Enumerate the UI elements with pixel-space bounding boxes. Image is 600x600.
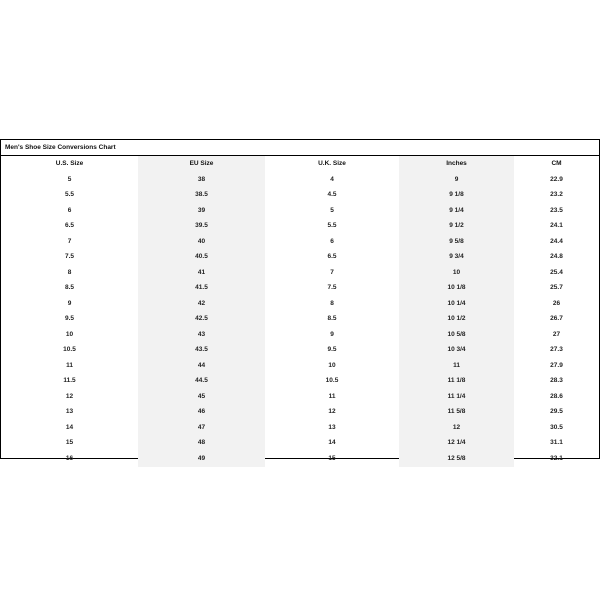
cm-cell: 22.9 (550, 175, 563, 183)
table-row (1, 420, 599, 436)
inches-cell: 9 3/4 (399, 250, 514, 266)
us-size-cell: 8 (67, 268, 72, 276)
header-row (1, 156, 599, 172)
inches-cell: 12 (399, 420, 514, 436)
size-chart (0, 139, 600, 462)
inches-cell: 10 1/2 (399, 312, 514, 328)
uk-size-cell: 13 (328, 423, 336, 431)
inches-cell: 11 1/8 (399, 374, 514, 390)
uk-size-cell: 4 (330, 175, 334, 183)
table-row (1, 343, 599, 359)
table-row (1, 405, 599, 421)
table-row (1, 188, 599, 204)
us-size-cell: 11 (66, 361, 73, 369)
us-size-cell: 13 (65, 408, 74, 416)
eu-size-cell: 38 (138, 172, 265, 188)
cm-cell: 31.1 (550, 439, 563, 447)
uk-size-cell: 7.5 (327, 284, 337, 292)
table-row (1, 281, 599, 297)
table-row (1, 203, 599, 219)
table-row (1, 312, 599, 328)
cm-cell: 27.3 (550, 346, 563, 354)
cm-cell: 26.7 (550, 315, 563, 323)
eu-size-cell: 43 (138, 327, 265, 343)
inches-cell: 11 (399, 358, 514, 374)
us-size-cell: 11.5 (63, 377, 76, 385)
table-row (1, 358, 599, 374)
inches-cell: 9 1/2 (399, 219, 514, 235)
uk-size-cell: 8 (330, 299, 334, 307)
uk-size-cell: 12 (328, 408, 336, 416)
eu-size-cell: 44.5 (138, 374, 265, 390)
cm-cell: 23.2 (550, 191, 563, 199)
cm-cell: 27 (552, 330, 561, 338)
cm-cell: 28.3 (550, 377, 563, 385)
inches-cell: 12 5/8 (399, 451, 514, 467)
table-row (1, 265, 599, 281)
inches-cell: 10 3/4 (399, 343, 514, 359)
uk-size-cell: 9.5 (327, 346, 337, 354)
cm-cell: 30.5 (550, 423, 563, 431)
cm-cell: 24.1 (550, 222, 563, 230)
inches-cell: 9 5/8 (399, 234, 514, 250)
uk-size-cell: 14 (328, 439, 336, 447)
us-size-cell: 5.5 (64, 191, 75, 199)
us-size-cell: 10 (65, 330, 74, 338)
table-row (1, 389, 599, 405)
table-row (1, 296, 599, 312)
eu-size-cell: 45 (138, 389, 265, 405)
us-size-cell: 5 (67, 175, 72, 183)
table-row (1, 250, 599, 266)
us-size-cell: 15 (65, 439, 74, 447)
cm-cell: 24.8 (550, 253, 563, 261)
eu-size-cell: 42 (138, 296, 265, 312)
us-size-cell: 6 (67, 206, 72, 214)
us-size-cell: 9.5 (64, 315, 75, 323)
eu-size-cell: 40 (138, 234, 265, 250)
uk-size-cell: 6.5 (327, 253, 337, 261)
us-size-cell: 8.5 (64, 284, 75, 292)
uk-size-cell: 11 (328, 392, 336, 400)
eu-size-cell: 44 (138, 358, 265, 374)
eu-size-cell: 49 (138, 451, 265, 467)
eu-size-cell: 41.5 (138, 281, 265, 297)
us-size-cell: 16 (65, 454, 74, 462)
table-row (1, 451, 599, 467)
inches-cell: 9 1/8 (399, 188, 514, 204)
us-size-cell: 14 (65, 423, 74, 431)
column-header-us-size: U.S. Size (55, 160, 84, 167)
cm-cell: 25.7 (550, 284, 563, 292)
table-row (1, 219, 599, 235)
uk-size-cell: 10.5 (325, 377, 339, 385)
eu-size-cell: 40.5 (138, 250, 265, 266)
inches-cell: 11 5/8 (399, 405, 514, 421)
cm-cell: 27.9 (550, 361, 563, 369)
chart-title: Men's Shoe Size Conversions Chart (5, 144, 116, 151)
table-row (1, 436, 599, 452)
uk-size-cell: 8.5 (327, 315, 337, 323)
eu-size-cell: 42.5 (138, 312, 265, 328)
us-size-cell: 9 (67, 299, 72, 307)
column-header-eu-size: EU Size (138, 156, 265, 172)
eu-size-cell: 46 (138, 405, 265, 421)
column-header-uk-size: U.K. Size (318, 160, 346, 167)
inches-cell: 11 1/4 (399, 389, 514, 405)
table-row (1, 234, 599, 250)
inches-cell: 9 1/4 (399, 203, 514, 219)
cm-cell: 32.1 (550, 454, 563, 462)
uk-size-cell: 5.5 (327, 222, 337, 230)
uk-size-cell: 7 (330, 268, 334, 276)
eu-size-cell: 43.5 (138, 343, 265, 359)
column-header-cm: CM (551, 160, 562, 167)
inches-cell: 10 (399, 265, 514, 281)
eu-size-cell: 48 (138, 436, 265, 452)
us-size-cell: 7.5 (64, 253, 75, 261)
eu-size-cell: 39.5 (138, 219, 265, 235)
uk-size-cell: 4.5 (327, 191, 337, 199)
size-conversion-table (1, 156, 599, 467)
table-row (1, 327, 599, 343)
cm-cell: 25.4 (550, 268, 563, 276)
uk-size-cell: 6 (330, 237, 334, 245)
eu-size-cell: 39 (138, 203, 265, 219)
column-header-inches: Inches (399, 156, 514, 172)
cm-cell: 28.6 (550, 392, 563, 400)
table-body (1, 172, 599, 467)
eu-size-cell: 41 (138, 265, 265, 281)
eu-size-cell: 38.5 (138, 188, 265, 204)
inches-cell: 9 (399, 172, 514, 188)
us-size-cell: 10.5 (63, 346, 76, 354)
us-size-cell: 6.5 (64, 222, 75, 230)
uk-size-cell: 15 (328, 454, 336, 462)
cm-cell: 23.5 (550, 206, 563, 214)
cm-cell: 29.5 (550, 408, 563, 416)
inches-cell: 10 1/8 (399, 281, 514, 297)
eu-size-cell: 47 (138, 420, 265, 436)
table-row (1, 172, 599, 188)
us-size-cell: 7 (67, 237, 72, 245)
uk-size-cell: 10 (328, 361, 336, 369)
table-row (1, 374, 599, 390)
us-size-cell: 12 (65, 392, 74, 400)
inches-cell: 10 5/8 (399, 327, 514, 343)
cm-cell: 26 (552, 299, 561, 307)
cm-cell: 24.4 (550, 237, 563, 245)
inches-cell: 10 1/4 (399, 296, 514, 312)
uk-size-cell: 5 (330, 206, 334, 214)
inches-cell: 12 1/4 (399, 436, 514, 452)
uk-size-cell: 9 (330, 330, 334, 338)
